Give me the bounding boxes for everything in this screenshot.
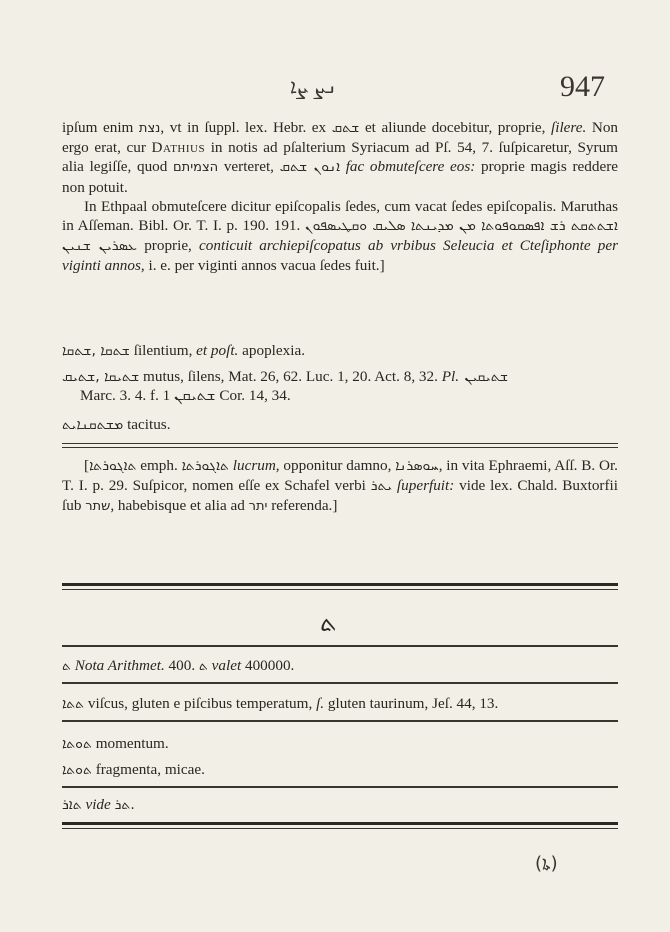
- paragraph-1: ipſum enim נצת, vt in ſuppl. lex. Hebr. ex ܫܬܩ et aliunde docebitur, proprie, ſilere. Non ergo erat, cur Dathius in notis ad pſalterium Syriacum ad Pſ. 54, 7. ſuſpicaretur, Syrum alia legiſſe, quod הצמיתם verteret, ܐܢܘܢ ܫܬܩ fac obmuteſcere eos: proprie magis reddere non potuit. In Ethpaal obmuteſcere dicitur epiſcopalis ſedes, cum vacat ſedes epiſcopalis. Maruthas in Aſſeman. Bibl. Or. T. I. p. 190. 191. ܐܫܬܬܩܬ ܪܫ ܐܦܣܩܘܦܘܬܐ ܡܢ ܡܕܝܢܬܐ ܣܠܝܩ ܘܩܛܝܣܦܘܢ ܥܣܪܝܢ ܫܢܝܢ proprie, conticuit archiepiſcopatus ab vrbibus Seleucia et Cteſiphonte per viginti annos, i. e. per viginti annos vacua ſedes fuit.]: [62, 119, 619, 275]
- page-number: 947: [560, 70, 605, 103]
- entry-viscus: ܬܬܐ viſcus, gluten e piſcibus temperatum, ſ. gluten taurinum, Jeſ. 44, 13.: [62, 695, 499, 712]
- entry-momentum: ܬܘܬܐ momentum.: [62, 735, 169, 752]
- divider: [62, 682, 618, 684]
- entry-mutus-cont: Marc. 3. 4. f. ܫܬܝܩܢ 1 Cor. 14, 34.: [80, 387, 291, 404]
- divider: [62, 447, 618, 448]
- entry-tacitus: ܡܫܬܩܢܐܝܬ tacitus.: [62, 416, 171, 433]
- section-divider: [62, 583, 618, 586]
- section-divider: [62, 822, 618, 825]
- running-head: ܢܨ ܨܐ: [290, 76, 337, 98]
- divider: [62, 786, 618, 788]
- section-divider: [62, 828, 618, 829]
- paragraph-2: In Ethpaal obmuteſcere dicitur epiſcopalis ſedes, cum vacat ſedes epiſcopalis. Maruthas in Aſſeman. Bibl. Or. T. I. p. 190. 191. ܐܫܬܬܩܬ ܪܫ ܐܦܣܩܘܦܘܬܐ ܡܢ ܡܕܝܢܬܐ ܣܠܝܩ ܘܩܛܝܣܦܘܢ ܥܣܪܝܢ ܫܢܝܢ proprie, conticuit archiepiſcopatus ab vrbibus Seleucia et Cteſiphonte per viginti annos, i. e. per viginti annos vacua ſedes fuit.]: [62, 197, 618, 275]
- section-letter: ܬ: [320, 608, 337, 638]
- entry-vide: ܬܐܪ vide ܬܪ.: [62, 796, 135, 813]
- entry-nota-arithmet: ܬ Nota Arithmet. 400. ܬ valet 400000.: [62, 657, 295, 674]
- entry-mutus: ܫܬܝܩܐ ,ܫܬܝܩ mutus, ſilens, Mat. 26, 62. Luc. 1, 20. Act. 8, 32. Pl. ܫܬܝܩܝܢ: [62, 368, 509, 385]
- entry-silentium: ܫܬܩܐ ,ܫܬܩܐ ſilentium, et poſt. apoplexia.: [62, 342, 305, 359]
- divider: [62, 720, 618, 722]
- divider: [62, 443, 618, 444]
- catchword: (ܬܐ): [535, 853, 558, 874]
- paragraph-3: [ܬܐܓܘܪܬܐ emph. ܬܐܓܘܪܬܐ lucrum, opponitur damno, ܚܘܣܪܢܐ, in vita Ephraemi, Aſſ. B. Or. T. I. p. 29. Suſpicor, nomen eſſe ex Schafel verbi ܝܬܪ ſuperfuit: vide lex. Chald. Buxtorfii ſub שתר, habebisque et alia ad יתר referenda.]: [62, 457, 618, 515]
- divider: [62, 645, 618, 647]
- entry-fragmenta: ܬܘܬܐ fragmenta, micae.: [62, 761, 205, 778]
- section-divider: [62, 589, 618, 590]
